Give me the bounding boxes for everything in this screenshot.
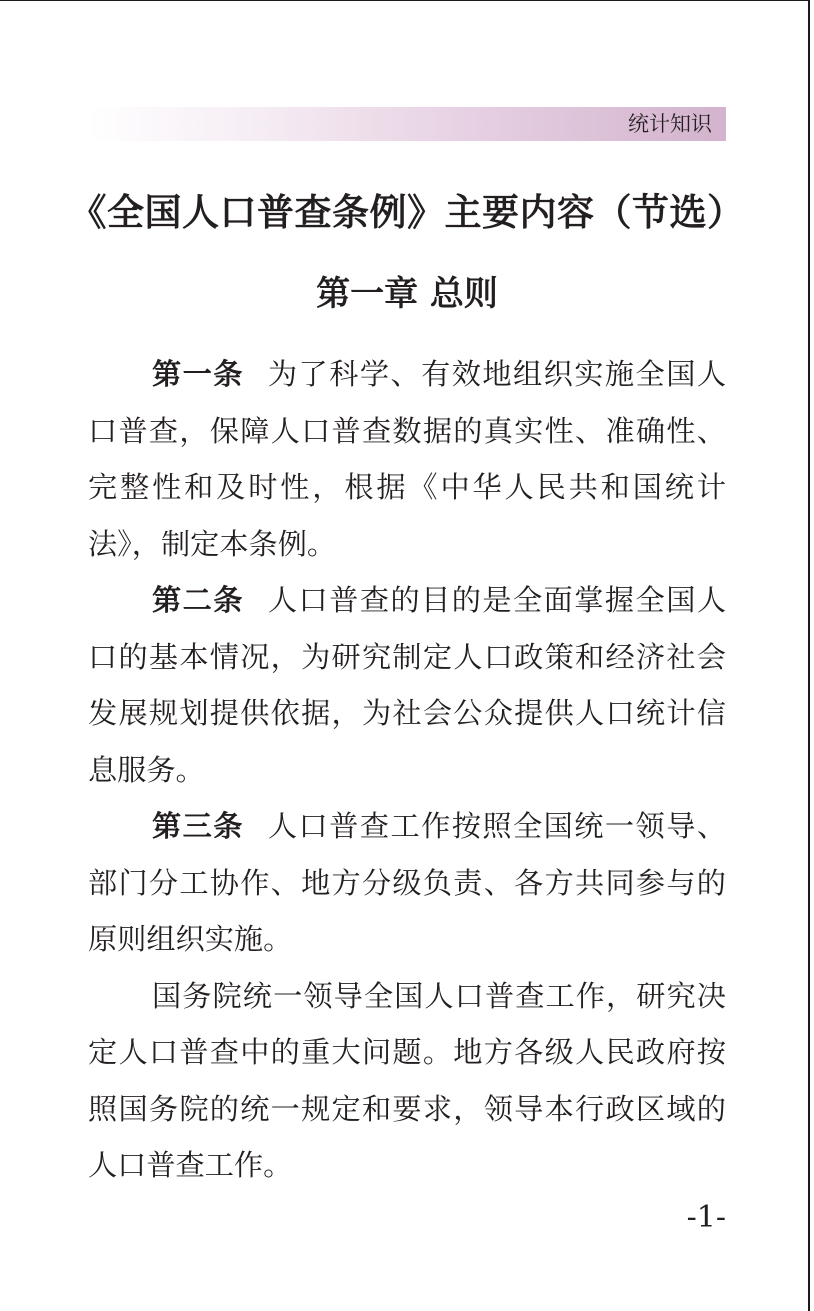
article-3-text: 人口普查工作按照全国统一领导、部门分工协作、地方分级负责、各方共同参与的原则组织实施。 <box>88 809 727 956</box>
section-header-band <box>88 107 726 141</box>
article-2-label: 第二条 <box>152 583 244 617</box>
article-1-label: 第一条 <box>152 357 244 391</box>
section-label: 统计知识 <box>628 112 712 136</box>
article-1-text: 为了科学、有效地组织实施全国人口普查，保障人口普查数据的真实性、准确性、完整性和及时性，根据《中华人民共和国统计法》，制定本条例。 <box>88 357 727 561</box>
document-body <box>88 346 726 1194</box>
article-3-paragraph-2: 国务院统一领导全国人口普查工作，研究决定人口普查中的重大问题。地方各级人民政府按照国务院的统一规定和要求，领导本行政区域的人口普查工作。 <box>88 978 726 1182</box>
article-2 <box>88 572 726 798</box>
article-3-label: 第三条 <box>152 809 244 843</box>
article-2-text: 人口普查的目的是全面掌握全国人口的基本情况，为研究制定人口政策和经济社会发展规划提供依据，为社会公众提供人口统计信息服务。 <box>88 583 727 787</box>
chapter-title: 第一章 总则 <box>316 274 498 314</box>
article-3 <box>88 798 726 968</box>
document-title: 《全国人口普查条例》主要内容（节选） <box>69 190 745 234</box>
article-1 <box>88 346 726 572</box>
page-number: -1- <box>686 1200 726 1235</box>
